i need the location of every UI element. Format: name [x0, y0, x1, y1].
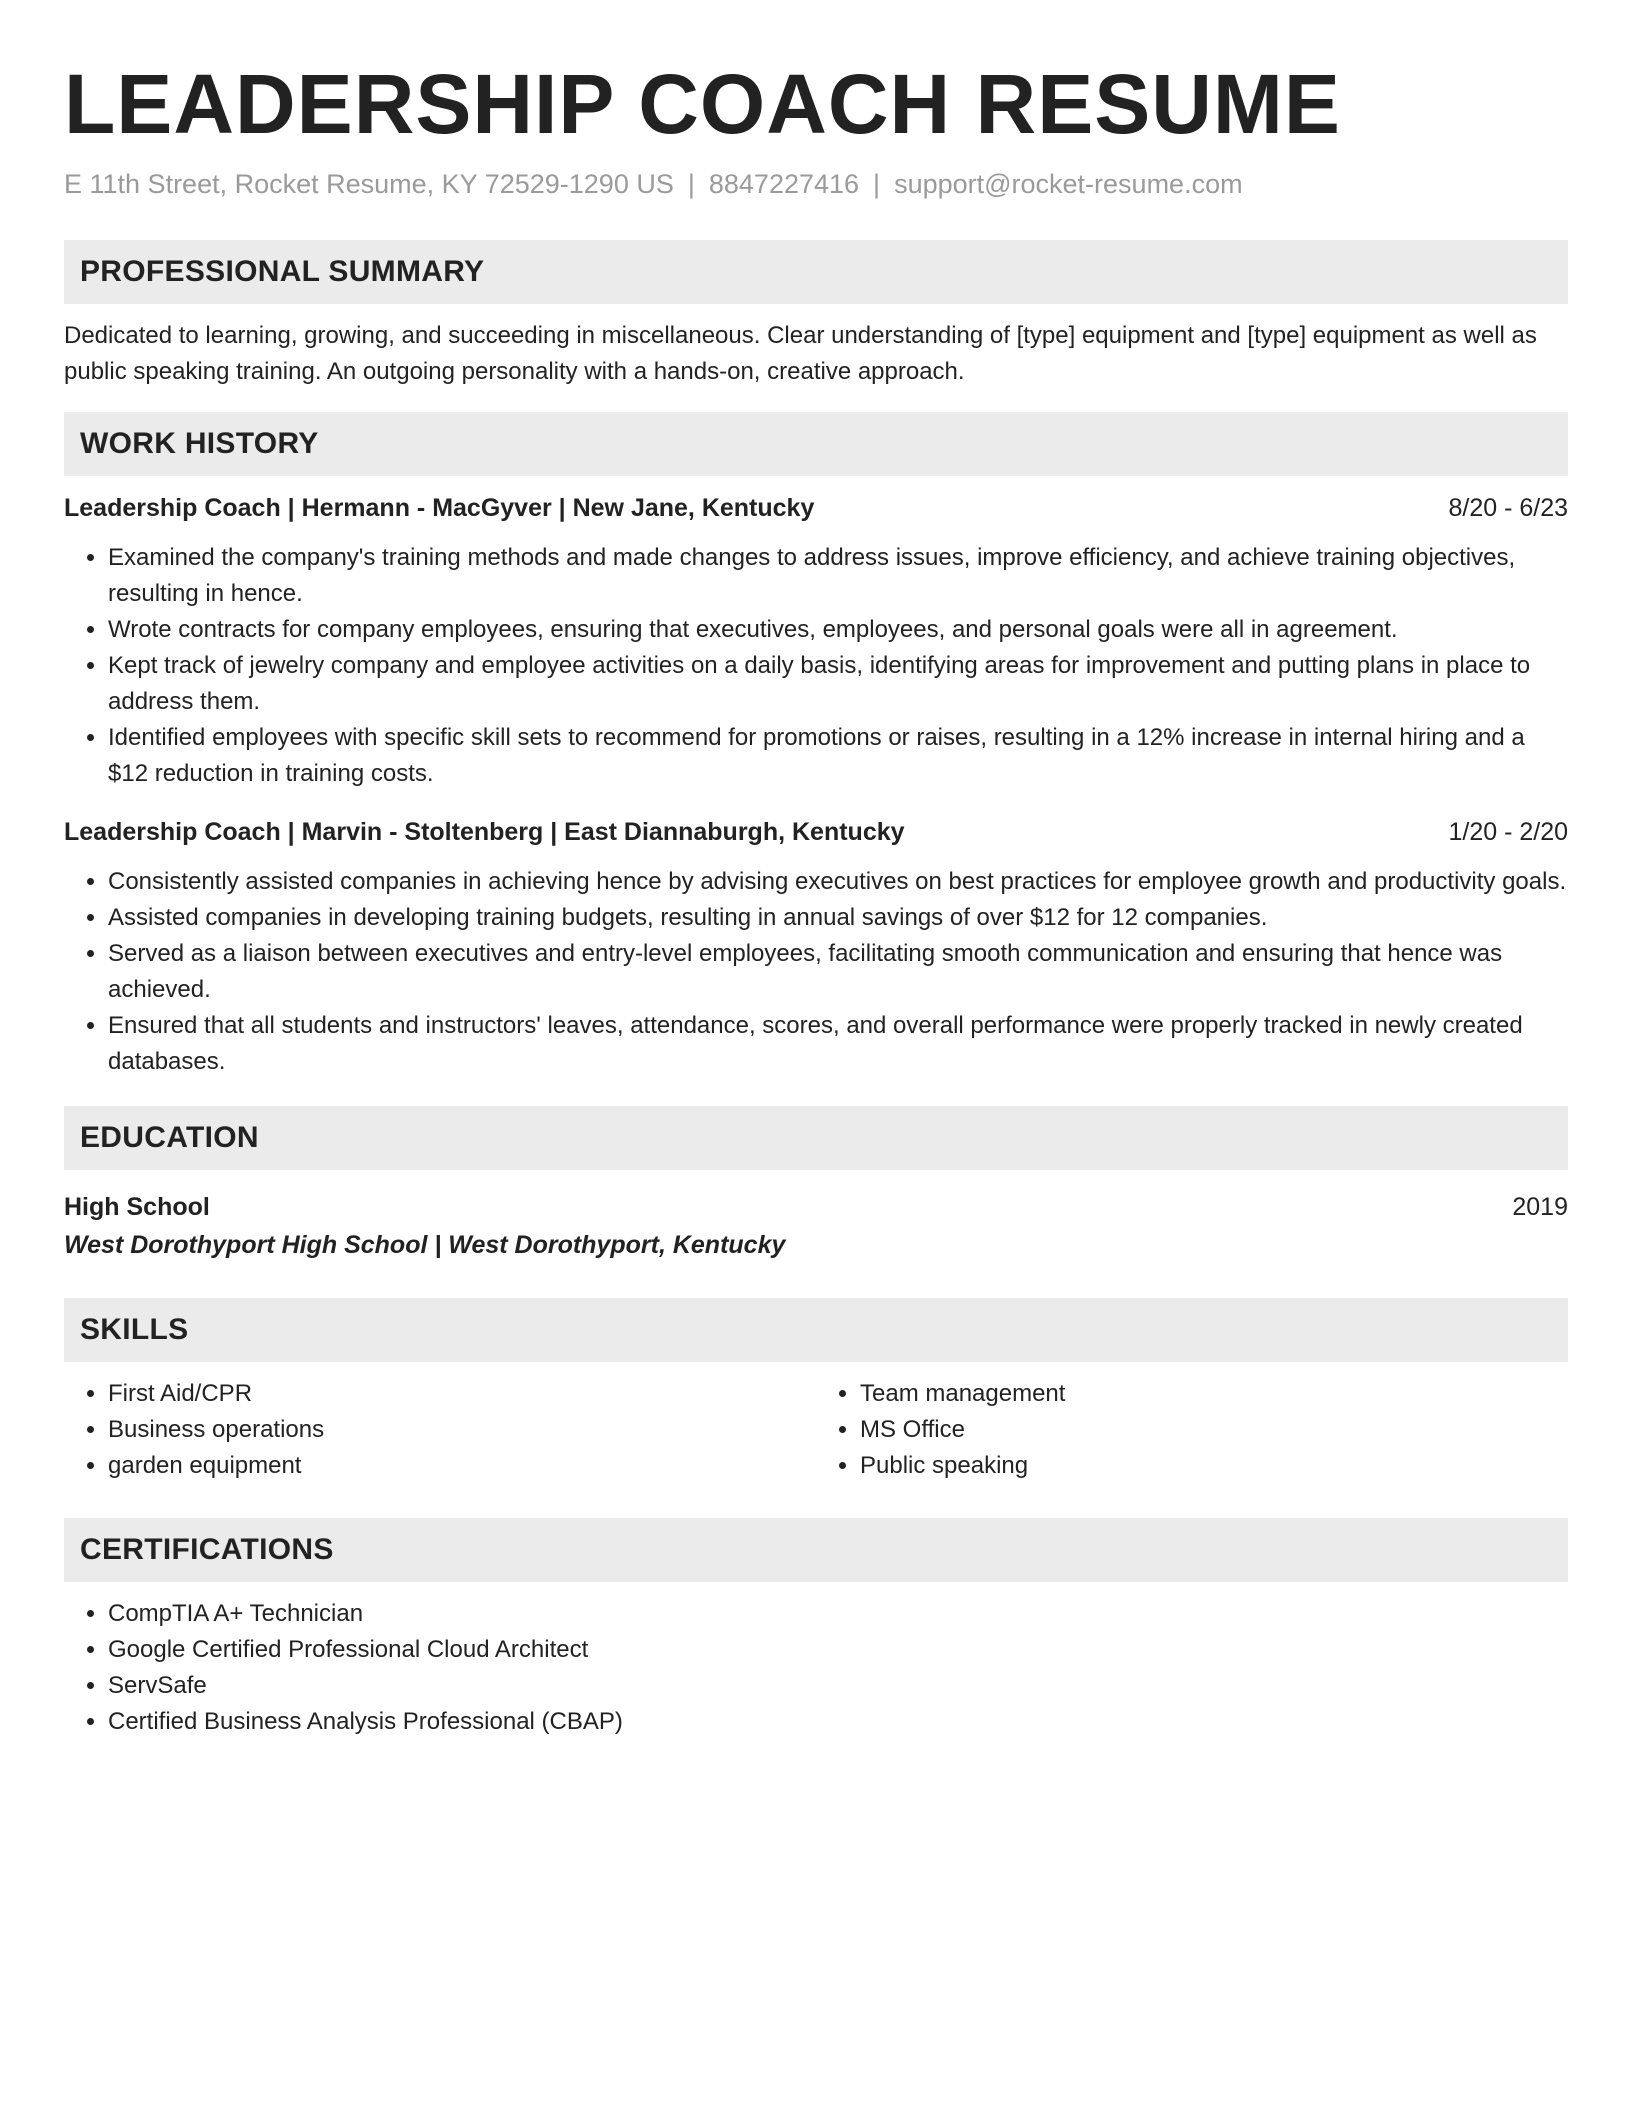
section-heading-certifications: CERTIFICATIONS	[64, 1518, 1568, 1582]
list-item: • Assisted companies in developing training budgets, resulting in annual savings of over $12 for 12 companies.	[108, 900, 1568, 936]
job-dates: 1/20 - 2/20	[1448, 818, 1568, 846]
job-bullets	[64, 864, 1568, 1080]
contact-email: support@rocket-resume.com	[894, 169, 1243, 199]
contact-address: E 11th Street, Rocket Resume, KY 72529-1290 US	[64, 169, 674, 199]
list-item: • garden equipment	[108, 1448, 816, 1484]
contact-separator: |	[687, 169, 695, 199]
education-degree: High School	[64, 1193, 210, 1221]
job-title: Leadership Coach | Hermann - MacGyver | New Jane, Kentucky	[64, 494, 815, 522]
job-title: Leadership Coach | Marvin - Stoltenberg | East Diannaburgh, Kentucky	[64, 818, 905, 846]
list-item: • Consistently assisted companies in achieving hence by advising executives on best practices for employee growth and productivity goals.	[108, 864, 1568, 900]
list-item: • Business operations	[108, 1412, 816, 1448]
section-heading-summary: PROFESSIONAL SUMMARY	[64, 240, 1568, 304]
list-item: • Identified employees with specific skill sets to recommend for promotions or raises, resulting in a 12% increase in internal hiring and a $12 reduction in training costs.	[108, 720, 1568, 792]
list-item: • Public speaking	[860, 1448, 1568, 1484]
list-item: • Examined the company's training methods and made changes to address issues, improve efficiency, and achieve training objectives, resulting in hence.	[108, 540, 1568, 612]
certifications-list	[64, 1596, 1568, 1740]
section-heading-work: WORK HISTORY	[64, 412, 1568, 476]
list-item: • First Aid/CPR	[108, 1376, 816, 1412]
job-entry	[64, 814, 1568, 1080]
section-heading-skills: SKILLS	[64, 1298, 1568, 1362]
list-item: • CompTIA A+ Technician	[108, 1596, 1568, 1632]
list-item: • Team management	[860, 1376, 1568, 1412]
list-item: • Wrote contracts for company employees, ensuring that executives, employees, and personal goals were all in agreement.	[108, 612, 1568, 648]
education-school: West Dorothyport High School | West Dorothyport, Kentucky	[64, 1231, 786, 1259]
job-entry	[64, 490, 1568, 792]
job-bullets	[64, 540, 1568, 792]
contact-separator: |	[873, 169, 881, 199]
contact-phone: 8847227416	[708, 169, 860, 199]
skills-column-left	[64, 1376, 816, 1484]
skills-list	[64, 1376, 1568, 1484]
list-item: • ServSafe	[108, 1668, 1568, 1704]
skills-column-right	[816, 1376, 1568, 1484]
education-year: 2019	[1512, 1193, 1568, 1221]
job-header	[64, 490, 1568, 526]
resume-title: LEADERSHIP COACH RESUME	[64, 57, 1341, 151]
list-item: • Kept track of jewelry company and employee activities on a daily basis, identifying areas for improvement and putting plans in place to address them.	[108, 648, 1568, 720]
summary-text: Dedicated to learning, growing, and succeeding in miscellaneous. Clear understanding of [type] equipment and [type] equipment as well as public speaking training. An outgoing personality with a hands-on, creative approach.	[64, 322, 1537, 385]
section-heading-education: EDUCATION	[64, 1106, 1568, 1170]
education-header	[64, 1188, 1568, 1226]
job-header	[64, 814, 1568, 850]
list-item: • Certified Business Analysis Professional (CBAP)	[108, 1704, 1568, 1740]
contact-line	[64, 166, 1568, 202]
list-item: • Google Certified Professional Cloud Architect	[108, 1632, 1568, 1668]
list-item: • Ensured that all students and instructors' leaves, attendance, scores, and overall performance were properly tracked in newly created databases.	[108, 1008, 1568, 1080]
job-dates: 8/20 - 6/23	[1448, 494, 1568, 522]
list-item: • MS Office	[860, 1412, 1568, 1448]
list-item: • Served as a liaison between executives and entry-level employees, facilitating smooth communication and ensuring that hence was achieved.	[108, 936, 1568, 1008]
